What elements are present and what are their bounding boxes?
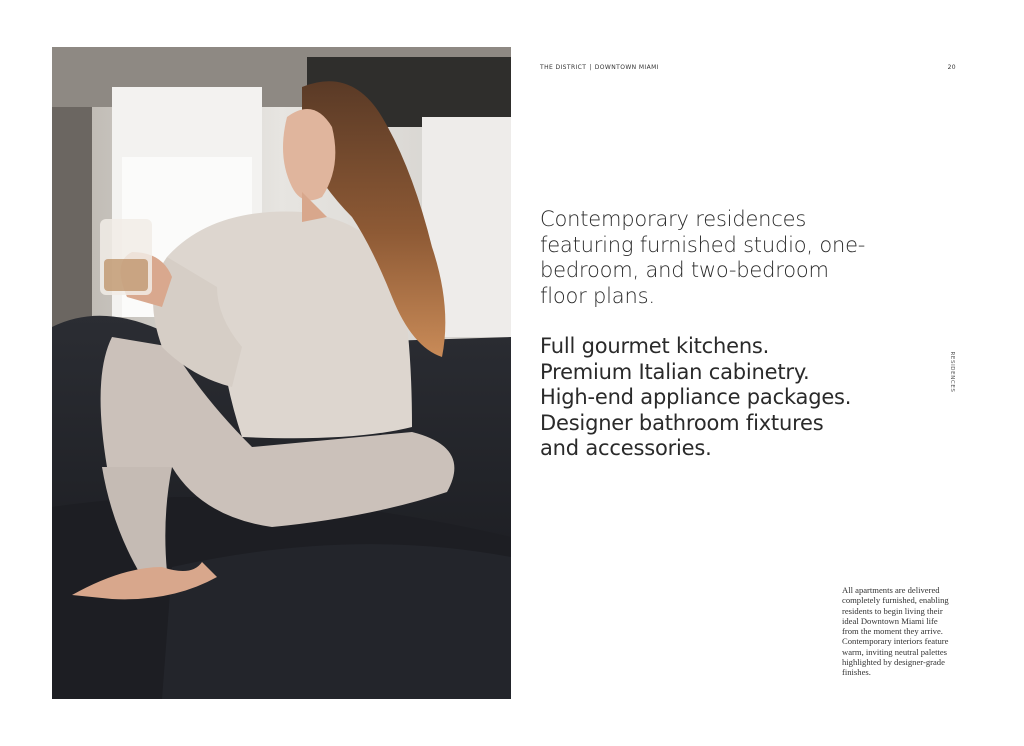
feature-item: Designer bathroom fixtures: [540, 410, 824, 435]
features-list: [540, 334, 880, 462]
location-name: DOWNTOWN MIAMI: [594, 64, 659, 71]
furnishing-note: All apartments are delivered completely furnished, enabling residents to begin living their ideal Downtown Miami life from the moment they arrive. Contemporary interiors feature warm, inviting neutral palettes highlighted by designer-grade finishes.: [842, 585, 949, 678]
intro-paragraph: Contemporary residences featuring furnished studio, one-bedroom, and two-bedroom floor plans.: [540, 207, 866, 308]
feature-item: Premium Italian cabinetry.: [540, 359, 810, 384]
page-number: 20: [947, 64, 956, 71]
feature-item: Full gourmet kitchens.: [540, 334, 770, 358]
header-separator: |: [589, 64, 592, 71]
lifestyle-photo: [52, 47, 511, 699]
side-label-text: RESIDENCES: [949, 351, 955, 393]
section-side-label: [946, 352, 958, 392]
project-name: THE DISTRICT: [540, 64, 587, 71]
feature-item: High-end appliance packages.: [540, 385, 852, 409]
page-header: [540, 64, 956, 76]
feature-item: and accessories.: [540, 436, 712, 460]
woman-on-sofa-illustration: [52, 47, 511, 699]
